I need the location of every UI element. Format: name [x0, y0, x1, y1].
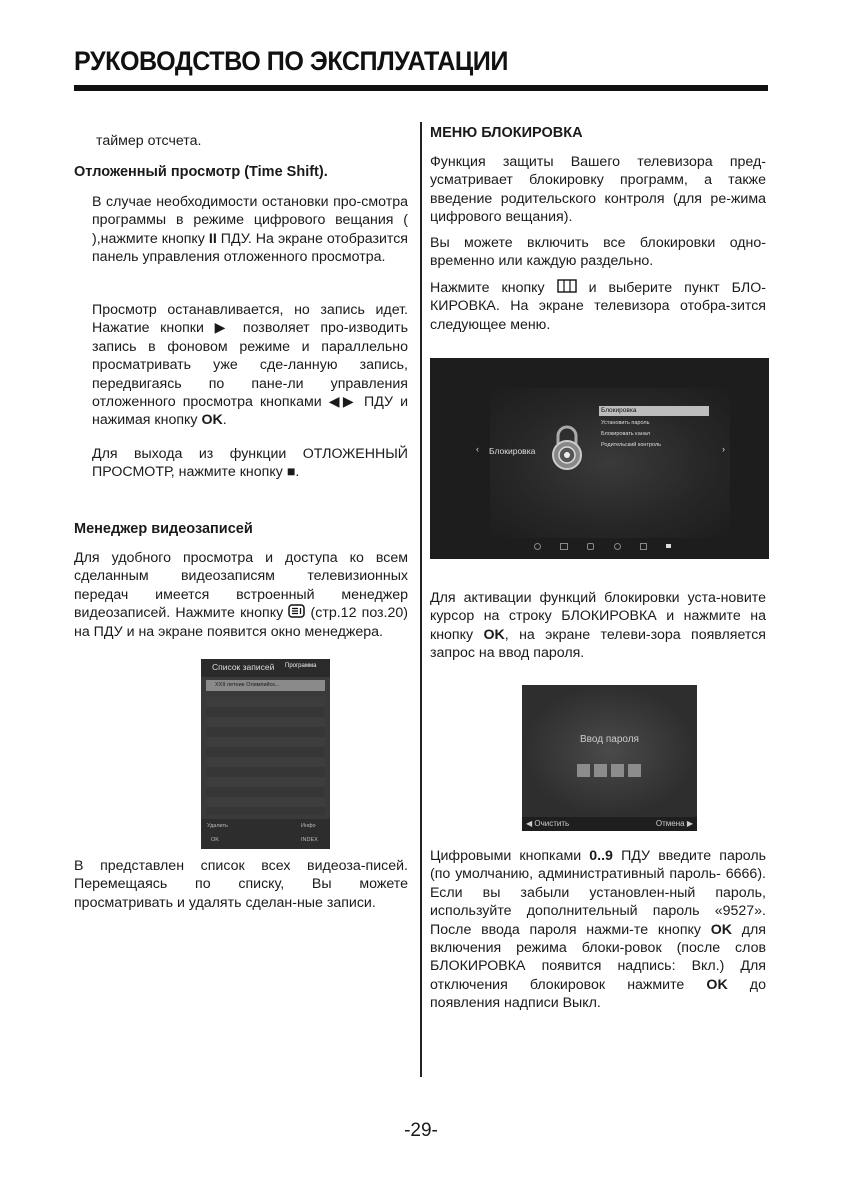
- recordings-item-title: XXII летние Олимпийск...: [215, 682, 280, 688]
- lock-paragraph-2: Вы можете включить все блокировки одно-временно или каждую раздельно.: [430, 235, 766, 270]
- recordings-title: Список записей: [212, 662, 275, 672]
- recordings-tab[interactable]: Программа: [285, 663, 317, 669]
- index-label[interactable]: INDEX: [301, 837, 318, 843]
- arrow-left-icon: ◀: [526, 819, 535, 828]
- text: Цифровыми кнопками: [430, 848, 590, 864]
- lock-menu-screenshot: [430, 358, 769, 559]
- text: (стр.12 поз.20) на ПДУ и на экране появится окно менеджера.: [74, 605, 409, 640]
- password-digit-box[interactable]: [628, 764, 641, 777]
- password-title: Ввод пароля: [580, 734, 639, 745]
- recordings-list-screenshot: [201, 659, 330, 849]
- manager-paragraph-2: В представлен список всех видеоза-писей. Перемещаясь по списку, Вы можете просматривать и удалять сделан-ные записи.: [74, 858, 408, 911]
- stop-key: ■: [286, 464, 296, 481]
- lock-menu-item-parental-control[interactable]: Родительский контроль: [601, 442, 662, 448]
- ok-key: OK: [706, 976, 728, 993]
- manager-paragraph-1: [74, 549, 408, 641]
- password-digit-box[interactable]: [577, 764, 590, 777]
- text: ПДУ введите пароль (по умолчанию, административный пароль- 6666). Если вы забыли установлен-ный пароль, используйте дополнительный пароль «9527». После ввода пароля нажми-те кнопку: [430, 848, 766, 938]
- timeshift-heading: Отложенный просмотр (Time Shift).: [74, 164, 328, 180]
- bottom-icon-bar: [530, 543, 680, 553]
- lock-left-label: Блокировка: [489, 446, 536, 456]
- paragraph-timer-end: таймер отсчета.: [96, 133, 202, 149]
- text: В случае необходимости остановки про-смотра программы в режиме цифрового вещания ( ),нажмите кнопку: [92, 194, 408, 247]
- lock-menu-heading: МЕНЮ БЛОКИРОВКА: [430, 125, 583, 141]
- delete-label[interactable]: Удалить: [207, 823, 228, 829]
- password-digit-box[interactable]: [594, 764, 607, 777]
- menu-button-icon: [557, 279, 577, 293]
- text: ПДУ и нажимая кнопку: [92, 394, 408, 429]
- padlock-icon: [546, 424, 588, 472]
- text: и выберите пункт БЛО-КИРОВКА. На экране телевизора отобра-зится следующее меню.: [430, 280, 767, 333]
- password-digit-box[interactable]: [611, 764, 624, 777]
- cancel-button[interactable]: [656, 819, 693, 828]
- pause-key: II: [208, 230, 217, 247]
- timeshift-paragraph-3: [92, 445, 408, 482]
- text: .: [295, 464, 300, 481]
- header-rule: [74, 85, 768, 91]
- lock-menu-item-block-channel[interactable]: Блокировать канал: [601, 431, 651, 437]
- chevron-right-icon[interactable]: ›: [722, 444, 725, 454]
- ok-key: OK: [710, 921, 732, 938]
- left-right-keys: ◀▶: [328, 394, 357, 411]
- clear-label: Очистить: [534, 819, 570, 828]
- setup-icon[interactable]: [640, 543, 647, 550]
- arrow-right-icon: ▶: [684, 819, 693, 828]
- password-entry-screenshot: [522, 685, 697, 831]
- cancel-label: Отмена: [655, 819, 685, 828]
- lock-paragraph-3: [430, 279, 766, 334]
- tv-icon[interactable]: [560, 543, 568, 550]
- lock-paragraph-1: Функция защиты Вашего телевизора пред-усматривает блокировку программ, а также введение родительского контроля (для ре-жима цифрового вещания).: [430, 154, 766, 226]
- column-divider: [420, 122, 422, 1077]
- manager-heading: Менеджер видеозаписей: [74, 521, 253, 537]
- text: Для активации функций блокировки уста-новите курсор на строку БЛОКИРОВКА и нажмите на кнопку: [430, 590, 766, 643]
- lock-menu-item-set-password[interactable]: Установить пароль: [601, 420, 650, 426]
- text: Нажмите кнопку: [430, 280, 557, 296]
- timeshift-paragraph-1: [92, 193, 408, 267]
- password-dialog-bg: [522, 685, 697, 817]
- text: Для удобного просмотра и доступа ко всем сделанным видеозаписям телевизионных передач имеется встроенный менеджер видеозаписей. Нажмите кнопку: [74, 550, 408, 622]
- text: Для выхода из функции ОТЛОЖЕННЫЙ ПРОСМОТР, нажмите кнопку: [92, 446, 408, 481]
- timeshift-paragraph-2: [92, 301, 408, 430]
- time-icon[interactable]: [614, 543, 621, 550]
- digits-paragraph: [430, 847, 766, 1013]
- index-button-icon: [288, 604, 305, 618]
- recordings-list-area: [206, 697, 325, 815]
- chevron-left-icon[interactable]: ‹: [476, 444, 479, 454]
- play-key: ▶: [214, 320, 233, 337]
- lock-menu-item-lock[interactable]: Блокировка: [601, 407, 637, 414]
- activate-paragraph: [430, 589, 766, 663]
- text: для включения режима блоки-ровок (после слов БЛОКИРОВКА появится надпись: Вкл.) Для отключения блокировок нажмите: [430, 921, 766, 993]
- lock-tab-icon[interactable]: [666, 544, 671, 548]
- ok-key: OK: [483, 626, 505, 643]
- text: .: [222, 412, 227, 429]
- page-header-title: РУКОВОДСТВО ПО ЭКСПЛУАТАЦИИ: [74, 46, 508, 76]
- page-number: -29-: [404, 1120, 438, 1141]
- digit-keys: 0..9: [589, 848, 613, 864]
- picture-icon[interactable]: [534, 543, 541, 550]
- text: , на экране телеви-зора появляется запрос на ввод пароля.: [430, 626, 766, 662]
- text: позволяет про-изводить запись в фоновом режиме и параллельно просматривать уже сде-ланную запись, передвигаясь по пане-ли управления отложенного просмотра кнопками: [92, 320, 408, 411]
- ok-label[interactable]: OK: [211, 837, 219, 843]
- text: Просмотр останавливается, но запись идет. Нажатие кнопки: [92, 302, 408, 337]
- text: до появления надписи Выкл.: [430, 976, 766, 1012]
- ok-key: OK: [201, 412, 223, 429]
- sound-icon[interactable]: [587, 543, 594, 550]
- clear-button[interactable]: [526, 819, 569, 828]
- text: ПДУ. На экране отобразится панель управления отложенного просмотра.: [92, 230, 408, 266]
- info-label[interactable]: Инфо: [301, 823, 316, 829]
